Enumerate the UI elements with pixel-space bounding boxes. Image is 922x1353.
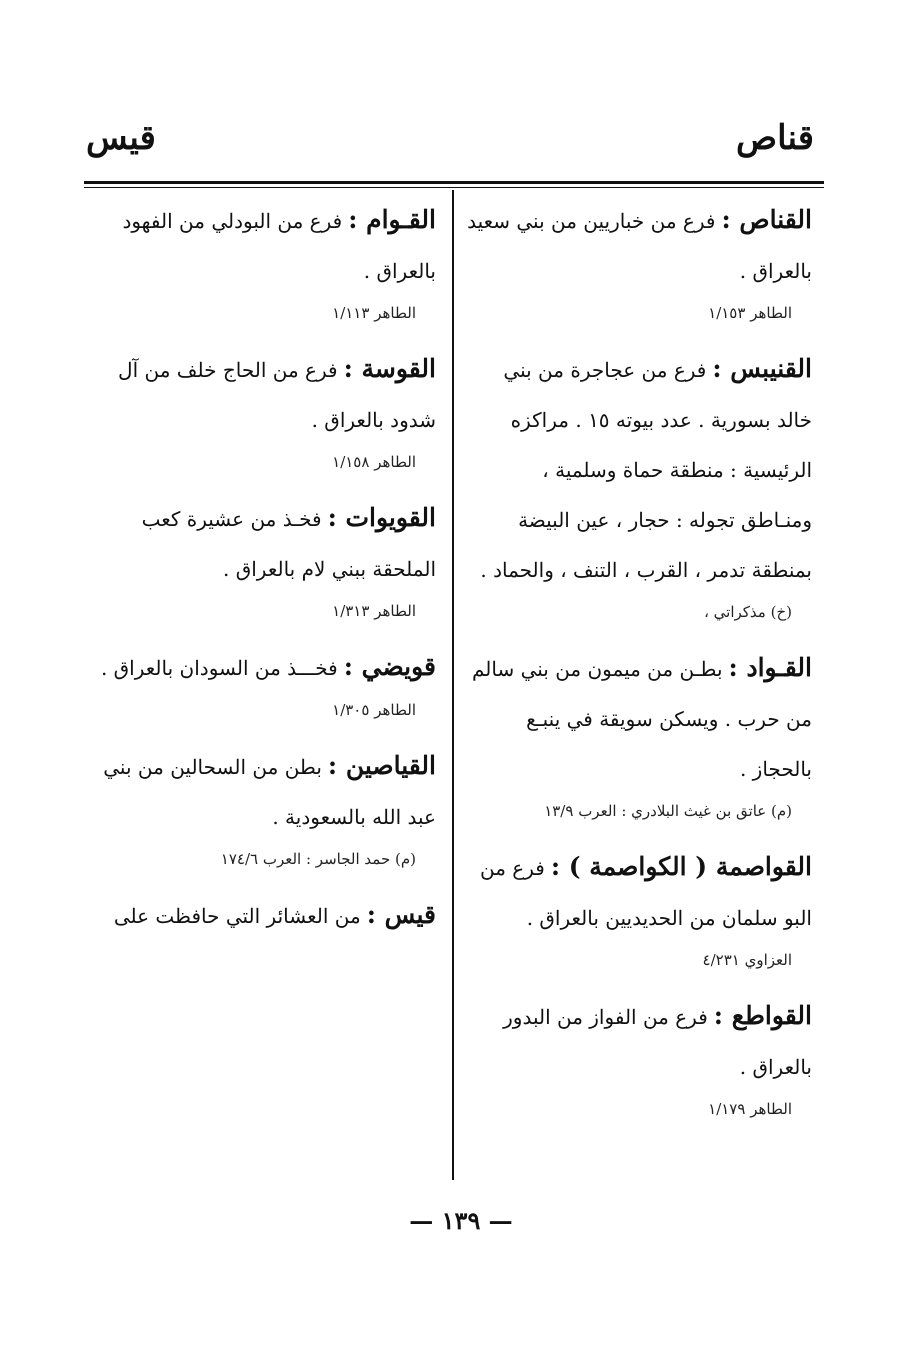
entry-body: فرع من خباريين من بني سعيد بالعراق . [467,209,812,283]
entry-headword: قيس : [366,900,436,929]
entry [466,344,812,629]
entry-body: من العشائر التي حافظت على [113,904,361,928]
entry-headword: القويوات : [327,503,436,532]
entry-headword: القوسة : [343,354,436,383]
entry-reference: (خ) مذكراتي ، [704,603,792,621]
entry-body: فرع من الحاج خلف من آل شدود بالعراق . [118,358,436,432]
entry [88,642,436,727]
header-rule-thin [84,187,824,188]
header-right-word: قناص [736,118,814,158]
column-divider [452,190,454,1180]
entry-body: فرع من عجاجرة من بني خالد بسورية . عدد بيوته ١٥ . مراكزه الرئيسية : منطقة حماة وسلمية ، ومنـاطق تجوله : حجار ، عين البيضة بمنطقة تدمر ، القرب ، التنف ، والحماد . [480,358,812,582]
right-column [466,195,812,1140]
entry-headword: القـوام : [348,205,436,234]
entry-reference: الطاهر ١/١٥٣ [708,304,792,322]
entry [466,195,812,330]
header-left-word: قيس [86,118,156,158]
page-number: — ١٣٩ — [409,1206,513,1235]
header-rule-thick [84,181,824,184]
entry [88,890,436,941]
entry-reference: (م) حمد الجاسر : العرب ١٧٤/٦ [220,850,416,868]
entry [466,842,812,977]
entry-reference: الطاهر ١/٣١٣ [332,602,416,620]
entry-reference: الطاهر ١/١٥٨ [332,453,416,471]
entry-body: بطن من السحالين من بني عبد الله بالسعودية . [103,755,436,829]
entry [88,195,436,330]
entry-reference: (م) عاتق بن غيث البلادري : العرب ١٣/٩ [544,802,792,820]
entry-headword: القـواد : [728,653,812,682]
entry-headword: القواطع : [713,1001,812,1030]
entry-headword: القياصين : [327,751,436,780]
entry-headword: القواصمة ( الكواصمة ) : [550,852,812,881]
entry [466,991,812,1126]
entry [88,344,436,479]
entry-reference: العزاوي ٤/٢٣١ [702,951,792,969]
entry-headword: قويضي : [343,652,436,681]
entry-body: فرع من البو سلمان من الحديديين بالعراق . [480,856,812,930]
left-column [88,195,436,955]
entry-body: فخـــذ من السودان بالعراق . [100,656,338,680]
entry-reference: الطاهر ١/١١٣ [332,304,416,322]
entry-headword: القناص : [721,205,812,234]
entry-reference: الطاهر ١/٣٠٥ [332,701,416,719]
entry [88,741,436,876]
entry-body: فرع من البودلي من الفهود بالعراق . [122,209,436,283]
entry-body: فرع من الفواز من البدور بالعراق . [503,1005,812,1079]
entry [88,493,436,628]
entry-reference: الطاهر ١/١٧٩ [708,1100,792,1118]
entry-body: فخـذ من عشيرة كعب الملحقة ببني لام بالعراق . [141,507,436,581]
entry-body: بطـن من ميمون من بني سالم من حرب . ويسكن سويقة في ينبـع بالحجاز . [471,657,812,781]
entry [466,643,812,828]
entry-headword: القنيبس : [712,354,812,383]
